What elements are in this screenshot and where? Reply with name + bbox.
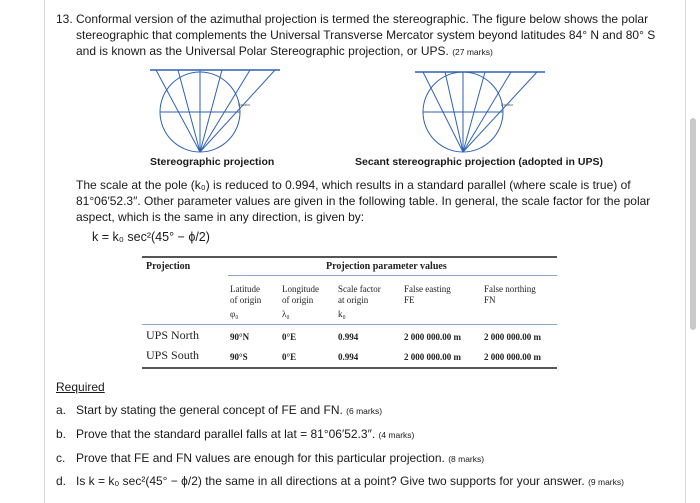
col-false-easting-l2: FE <box>404 295 415 305</box>
table-top-rule <box>142 256 557 258</box>
header-body-rule <box>142 324 557 325</box>
row-ups-south-fe: 2 000 000.00 m <box>404 352 461 362</box>
row-ups-south-k: 0.994 <box>338 352 359 362</box>
row-ups-south-lon: 0°E <box>282 352 297 362</box>
row-ups-north-lat: 90°N <box>230 332 250 342</box>
paragraph-line-3: aspect, which is the same in any direction, is given by: <box>76 210 365 224</box>
col-scale-l1: Scale factor <box>338 284 381 294</box>
item-d-letter: d. <box>56 474 67 488</box>
question-number: 13. <box>56 12 73 26</box>
col-false-northing-l1: False northing <box>484 284 536 294</box>
header-projection: Projection <box>146 261 191 272</box>
item-d-text: Is k = k₀ sec²(45° − ϕ/2) the same in all directions at a point? Give two supports for your answer. <box>76 474 585 488</box>
question-line-2: stereographic that complements the Universal Transverse Mercator system beyond latitudes 84° N and 80° S <box>76 28 656 42</box>
required-item-d <box>56 474 676 489</box>
left-equator-label: Equator <box>238 103 251 107</box>
row-ups-south-name: UPS South <box>146 348 200 362</box>
col-false-easting-l1: False easting <box>404 284 451 294</box>
item-b-marks: (4 marks) <box>378 430 415 440</box>
row-ups-south-fn: 2 000 000.00 m <box>484 352 541 362</box>
row-ups-north-fe: 2 000 000.00 m <box>404 332 461 342</box>
question-line-3-text: and is known as the Universal Polar Stereographic projection, or UPS. <box>76 44 449 58</box>
required-item-a <box>56 403 676 418</box>
row-ups-north-k: 0.994 <box>338 332 359 342</box>
paragraph-line-2: 81°06′52.3″. Other parameter values are given in the following table. In general, the scale factor for the polar <box>76 194 651 208</box>
row-ups-south-lat: 90°S <box>230 352 248 362</box>
item-a-marks: (6 marks) <box>346 406 383 416</box>
col-latitude-symbol: φ₀ <box>230 309 239 319</box>
col-false-northing-l2: FN <box>484 295 496 305</box>
col-longitude-symbol: λ₀ <box>282 309 290 319</box>
col-latitude-l1: Latitude <box>230 284 260 294</box>
col-longitude-l1: Longitude <box>282 284 319 294</box>
col-longitude-l2: of origin <box>282 295 314 305</box>
item-a-letter: a. <box>56 403 67 417</box>
stereographic-figure <box>150 64 280 154</box>
required-heading: Required <box>56 380 105 394</box>
right-equator-label: Equator <box>501 103 514 107</box>
secant-stereographic-figure <box>415 64 545 154</box>
required-item-c <box>56 451 676 466</box>
scale-factor-formula: k = k₀ sec²(45° − ϕ/2) <box>92 230 210 244</box>
right-figure-caption: Secant stereographic projection (adopted in UPS) <box>355 156 603 168</box>
row-ups-north-name: UPS North <box>146 328 200 342</box>
item-c-letter: c. <box>56 451 66 465</box>
item-b-letter: b. <box>56 427 67 441</box>
item-d-marks: (9 marks) <box>588 477 624 487</box>
vertical-scrollbar[interactable] <box>690 118 696 330</box>
col-scale-l2: at origin <box>338 295 369 305</box>
item-a-text: Start by stating the general concept of FE and FN. <box>76 403 343 417</box>
required-item-b <box>56 427 676 442</box>
left-figure-caption: Stereographic projection <box>150 156 275 168</box>
table-bottom-rule <box>142 367 557 369</box>
header-sub-rule <box>228 275 557 276</box>
question-line-3 <box>76 44 493 60</box>
question-line-1: Conformal version of the azimuthal projection is termed the stereographic. The figure below shows the polar <box>76 12 649 26</box>
item-c-marks: (8 marks) <box>448 454 485 464</box>
header-parameter-values: Projection parameter values <box>326 261 447 272</box>
row-ups-north-fn: 2 000 000.00 m <box>484 332 541 342</box>
item-b-text: Prove that the standard parallel falls at lat = 81°06′52.3″. <box>76 427 376 441</box>
col-scale-symbol: k₀ <box>338 309 346 319</box>
item-c-text: Prove that FE and FN values are enough for this particular projection. <box>76 451 445 465</box>
col-latitude-l2: of origin <box>230 295 262 305</box>
question-marks: (27 marks) <box>452 47 493 57</box>
paragraph-line-1: The scale at the pole (k₀) is reduced to 0.994, which results in a standard parallel (where scale is true) of <box>76 178 631 192</box>
row-ups-north-lon: 0°E <box>282 332 297 342</box>
